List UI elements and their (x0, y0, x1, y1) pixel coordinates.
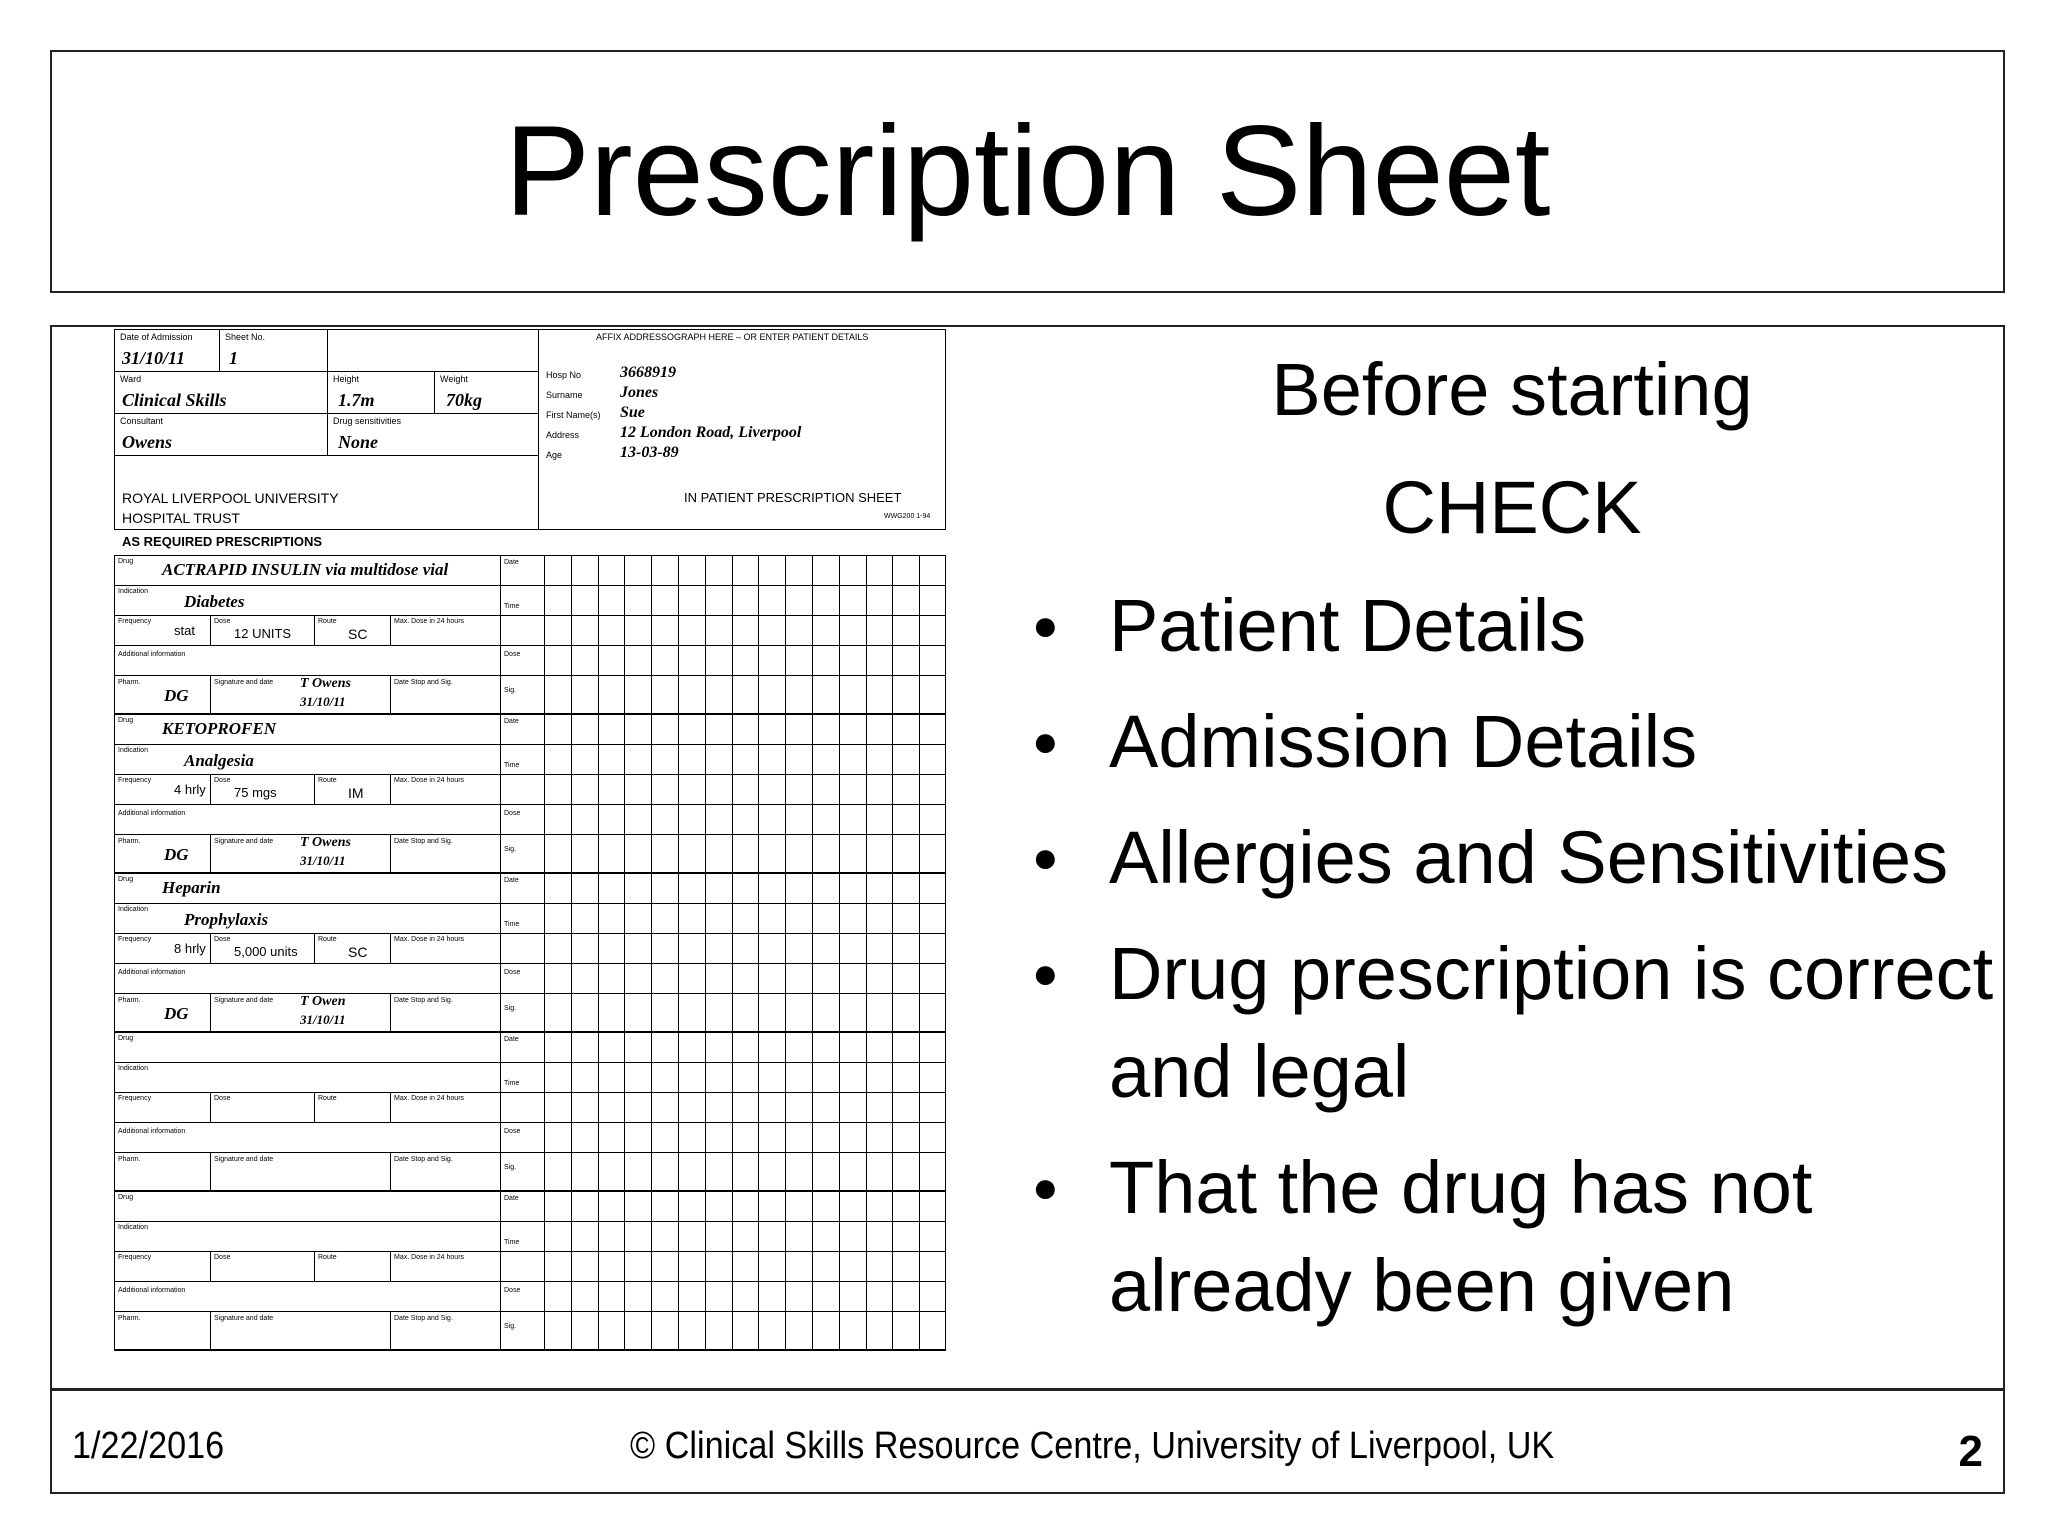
prescription-form-image (114, 329, 946, 1364)
cell-divider (210, 1251, 211, 1281)
indication-label: Indication (118, 588, 148, 595)
sig-label: Sig. (504, 687, 517, 694)
dose-value: 75 mgs (234, 785, 277, 800)
signature-label: Signature and date (214, 838, 274, 845)
date-stop-label: Date Stop and Sig. (394, 838, 453, 845)
height-label: Height (333, 374, 360, 384)
time-label: Time (504, 1080, 520, 1087)
row-line (114, 1221, 946, 1222)
cell-divider (210, 933, 211, 963)
signature-date-value: 31/10/11 (300, 1012, 346, 1027)
checklist-item: ● Patient Details (1032, 577, 2029, 675)
route-value: SC (348, 626, 368, 642)
hosp-label: Hosp No (546, 370, 582, 380)
cell-divider (390, 933, 391, 963)
signature-label: Signature and date (214, 679, 274, 686)
hosp-value: 3668919 (620, 364, 676, 381)
sheet-value: 1 (229, 348, 238, 368)
additional-label: Additional information (118, 969, 186, 976)
signature-value: T Owens (300, 835, 351, 850)
page-number: 2 (1958, 1427, 1983, 1476)
weight-value: 70kg (446, 390, 482, 410)
drug-sensitivities-value: None (338, 432, 378, 452)
date-label: Date (504, 718, 519, 725)
block-line (114, 1031, 946, 1033)
sheet-label: Sheet No. (225, 332, 266, 342)
row-line (114, 1251, 946, 1252)
cell-divider (210, 675, 211, 714)
footer-copyright: © Clinical Skills Resource Centre, University of Liverpool, UK (630, 1425, 1555, 1467)
cell-divider (314, 1251, 315, 1281)
dose-value: 5,000 units (234, 944, 298, 959)
drug-value: Heparin (162, 878, 221, 897)
row-line (114, 963, 946, 964)
row-line (114, 834, 946, 835)
drug-sensitivities-label: Drug sensitivities (333, 416, 402, 426)
footer-date: 1/22/2016 (72, 1425, 225, 1467)
sheet-type: IN PATIENT PRESCRIPTION SHEET (684, 490, 902, 505)
cell-divider (390, 1152, 391, 1191)
time-label: Time (504, 1239, 520, 1246)
dose-label: Dose (504, 1287, 521, 1294)
pharm-value: DG (164, 1004, 189, 1023)
cell-divider (210, 615, 211, 645)
block-line (114, 1190, 946, 1192)
pharm-value: DG (164, 686, 189, 705)
cell-divider (390, 1251, 391, 1281)
date-stop-label: Date Stop and Sig. (394, 1156, 453, 1163)
date-label: Date (504, 1195, 519, 1202)
signature-date-value: 31/10/11 (300, 853, 346, 868)
route-value: SC (348, 944, 368, 960)
surname-label: Surname (546, 390, 583, 400)
indication-label: Indication (118, 906, 148, 913)
date-label: Date (504, 559, 519, 566)
additional-label: Additional information (118, 810, 186, 817)
indication-value: Analgesia (184, 751, 254, 770)
cell-divider (390, 675, 391, 714)
checklist-item: ● Allergies and Sensitivities (1032, 809, 2029, 907)
max-dose-label: Max. Dose in 24 hours (394, 618, 465, 625)
slide-title: Prescription Sheet (504, 99, 1551, 243)
route-label: Route (318, 777, 337, 784)
cell-divider (314, 933, 315, 963)
route-label: Route (318, 618, 337, 625)
drug-label: Drug (118, 1035, 134, 1042)
pharm-label: Pharm. (118, 1315, 141, 1322)
frequency-label: Frequency (118, 1254, 152, 1261)
drug-value: ACTRAPID INSULIN via multidose vial (162, 560, 449, 579)
admission-value: 31/10/11 (122, 348, 186, 368)
frequency-value: 4 hrly (174, 782, 206, 797)
cell-divider (210, 834, 211, 873)
route-value: IM (348, 785, 364, 801)
frequency-label: Frequency (118, 936, 152, 943)
dose-value: 12 UNITS (234, 626, 292, 641)
check-heading: CHECK (1382, 466, 1642, 549)
cell-divider (390, 1311, 391, 1350)
section-title: AS REQUIRED PRESCRIPTIONS (122, 534, 323, 549)
block-line (114, 872, 946, 874)
row-line (114, 675, 946, 676)
frequency-value: stat (174, 623, 195, 638)
cell-divider (390, 993, 391, 1032)
date-stop-label: Date Stop and Sig. (394, 997, 453, 1004)
age-value: 13-03-89 (620, 444, 679, 461)
row-line (114, 903, 946, 904)
drug-value: KETOPROFEN (162, 719, 276, 738)
signature-date-value: 31/10/11 (300, 694, 346, 709)
row-line (114, 615, 946, 616)
indication-label: Indication (118, 747, 148, 754)
address-value: 12 London Road, Liverpool (620, 424, 802, 441)
pharm-label: Pharm. (118, 997, 141, 1004)
sig-label: Sig. (504, 1005, 517, 1012)
height-value: 1.7m (338, 390, 375, 410)
row-line (114, 1281, 946, 1282)
sig-label: Sig. (504, 1323, 517, 1330)
indication-value: Prophylaxis (184, 910, 269, 929)
trust-line1: ROYAL LIVERPOOL UNIVERSITY (122, 490, 339, 506)
max-dose-label: Max. Dose in 24 hours (394, 1095, 465, 1102)
indication-value: Diabetes (184, 592, 245, 611)
drug-label: Drug (118, 1194, 134, 1201)
consultant-label: Consultant (120, 416, 164, 426)
admission-label: Date of Admission (120, 332, 193, 342)
cell-divider (210, 1311, 211, 1350)
cell-divider (210, 993, 211, 1032)
pharm-value: DG (164, 845, 189, 864)
max-dose-label: Max. Dose in 24 hours (394, 777, 465, 784)
content-box (50, 325, 2005, 1390)
frequency-label: Frequency (118, 777, 152, 784)
row-line (114, 774, 946, 775)
max-dose-label: Max. Dose in 24 hours (394, 1254, 465, 1261)
ward-value: Clinical Skills (122, 390, 227, 410)
dose-field-label: Dose (214, 618, 231, 625)
checklist (1032, 577, 2029, 1353)
ward-label: Ward (120, 374, 142, 384)
cell-divider (314, 774, 315, 804)
block-line (114, 713, 946, 715)
row-line (114, 1062, 946, 1063)
date-stop-label: Date Stop and Sig. (394, 679, 453, 686)
row-line (114, 585, 946, 586)
drug-label: Drug (118, 717, 134, 724)
time-label: Time (504, 762, 520, 769)
row-line (114, 645, 946, 646)
time-label: Time (504, 921, 520, 928)
time-label: Time (504, 603, 520, 610)
signature-value: T Owens (300, 676, 351, 691)
signature-label: Signature and date (214, 997, 274, 1004)
surname-value: Jones (620, 384, 659, 401)
address-label: Address (546, 430, 580, 440)
consultant-value: Owens (122, 432, 173, 452)
first-name-value: Sue (620, 404, 645, 421)
dose-label: Dose (504, 810, 521, 817)
date-stop-label: Date Stop and Sig. (394, 1315, 453, 1322)
title-box (50, 50, 2005, 293)
dose-label: Dose (504, 1128, 521, 1135)
dose-field-label: Dose (214, 1095, 231, 1102)
indication-label: Indication (118, 1224, 148, 1231)
before-starting-heading: Before starting (1271, 348, 1753, 431)
checklist-item: ● Admission Details (1032, 693, 2029, 791)
cell-divider (210, 774, 211, 804)
cell-divider (390, 1092, 391, 1122)
route-label: Route (318, 1254, 337, 1261)
signature-label: Signature and date (214, 1156, 274, 1163)
cell-divider (210, 1092, 211, 1122)
cell-divider (390, 615, 391, 645)
dose-label: Dose (504, 651, 521, 658)
row-line (114, 1092, 946, 1093)
drug-label: Drug (118, 876, 134, 883)
form-code: WWG200 1-94 (884, 513, 931, 520)
cell-divider (390, 834, 391, 873)
route-label: Route (318, 936, 337, 943)
cell-divider (314, 1092, 315, 1122)
additional-label: Additional information (118, 651, 186, 658)
row-line (114, 993, 946, 994)
age-label: Age (546, 450, 563, 460)
cell-divider (314, 615, 315, 645)
pharm-label: Pharm. (118, 838, 141, 845)
row-line (114, 744, 946, 745)
dose-field-label: Dose (214, 1254, 231, 1261)
block-line (114, 1349, 946, 1351)
pharm-label: Pharm. (118, 679, 141, 686)
weight-label: Weight (440, 374, 468, 384)
date-label: Date (504, 1036, 519, 1043)
trust-line2: HOSPITAL TRUST (122, 510, 240, 526)
row-line (114, 1122, 946, 1123)
sig-label: Sig. (504, 1164, 517, 1171)
cell-divider (390, 774, 391, 804)
route-label: Route (318, 1095, 337, 1102)
max-dose-label: Max. Dose in 24 hours (394, 936, 465, 943)
cell-divider (210, 1152, 211, 1191)
row-line (114, 1152, 946, 1153)
first-name-label: First Name(s) (546, 410, 601, 420)
pharm-label: Pharm. (118, 1156, 141, 1163)
dose-field-label: Dose (214, 777, 231, 784)
row-line (114, 933, 946, 934)
frequency-label: Frequency (118, 1095, 152, 1102)
additional-label: Additional information (118, 1287, 186, 1294)
footer (50, 1389, 2005, 1494)
date-label: Date (504, 877, 519, 884)
frequency-label: Frequency (118, 618, 152, 625)
checklist-item: ● Drug prescription is correct and legal (1032, 925, 2029, 1121)
signature-value: T Owen (300, 994, 346, 1009)
row-line (114, 1311, 946, 1312)
signature-label: Signature and date (214, 1315, 274, 1322)
drug-label: Drug (118, 558, 134, 565)
dose-label: Dose (504, 969, 521, 976)
indication-label: Indication (118, 1065, 148, 1072)
additional-label: Additional information (118, 1128, 186, 1135)
row-line (114, 804, 946, 805)
checklist-item: ● That the drug has not already been given (1032, 1139, 2029, 1335)
affix-instruction: AFFIX ADDRESSOGRAPH HERE – OR ENTER PATIENT DETAILS (596, 332, 869, 342)
sig-label: Sig. (504, 846, 517, 853)
frequency-value: 8 hrly (174, 941, 206, 956)
dose-field-label: Dose (214, 936, 231, 943)
